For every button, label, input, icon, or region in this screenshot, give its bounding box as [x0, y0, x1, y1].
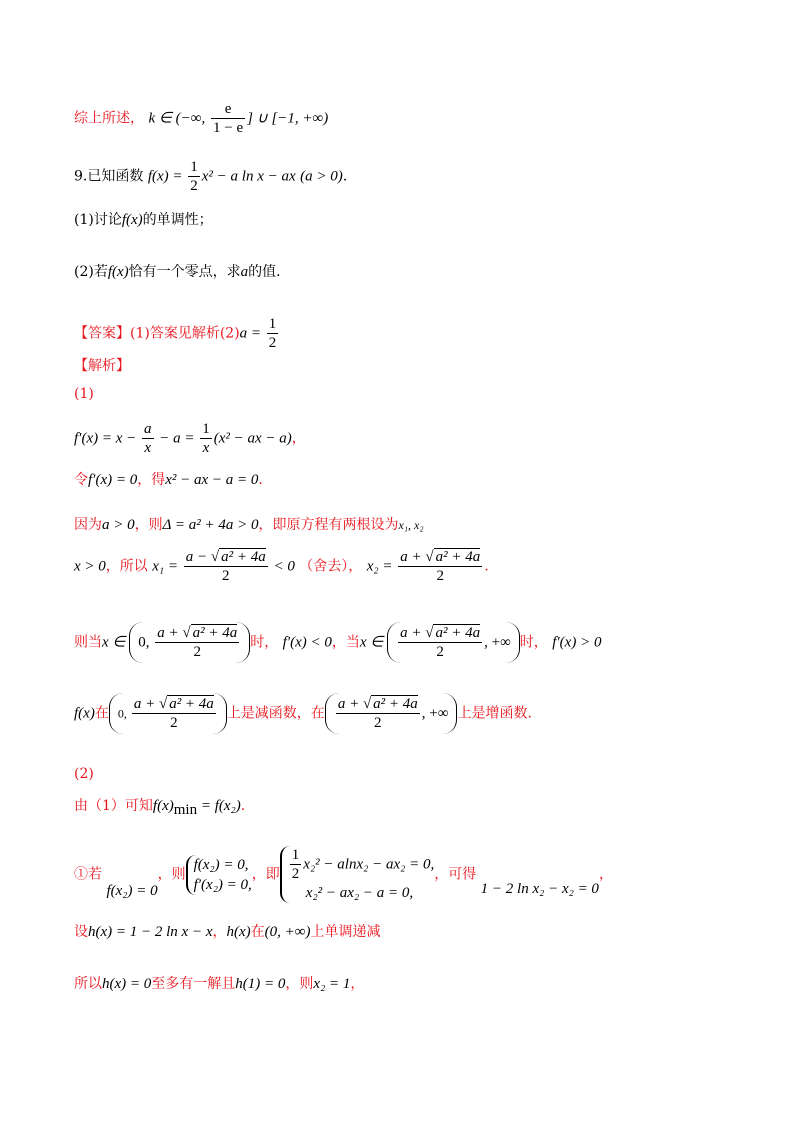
q9-label: 9.已知函数: [74, 168, 144, 185]
system-1: f(x₂) = 0, f′(x₂) = 0,: [186, 855, 252, 895]
analysis-heading: 【解析】: [74, 358, 130, 374]
because-line: 因为a > 0，则Δ = a² + 4a > 0，即原方程有两根设为x₁, x₂: [74, 517, 424, 533]
interval-increasing: $\frac{\text{a + √ a² + 4a}}{2}$ , +∞: [387, 622, 520, 663]
let-line: 令f′(x) = 0，得x² − ax − a = 0.: [74, 472, 263, 488]
question-9-stem: 9.已知函数 f(x) = $\frac{1}{2}$ x² − a ln x − ax (a > 0).: [74, 159, 348, 194]
summary-label: 综上所述，: [74, 110, 144, 127]
from-line: 由（1）可知$f(x)_{min} = f(x_2)$.: [74, 798, 246, 818]
question-9-part-2: (2)若f(x)恰有一个零点，求a的值.: [74, 264, 281, 280]
question-9-part-1: (1)讨论f(x)的单调性；: [74, 212, 213, 228]
q9-fraction: $\frac{1}{2}$: [190, 159, 198, 194]
root-x2-fraction: $\frac{\text{a + √ a² + 4a}}{2}$: [400, 549, 481, 584]
when-line: 则当x ∈ 0, $\frac{\text{a + √ a² + 4a}}{2}$ 时， f′(x) < 0，当x ∈ $\frac{\text{a + √ a² + 4a}}{2}$ , +∞ 时， f′(x) > 0: [74, 622, 740, 663]
roots-line: x > 0，所以 x₁ = $\frac{\text{a − √ a² + 4a}}{2}$ < 0 （舍去）， x₂ = $\frac{\text{a + √ a² + 4a}}{2}$ .: [74, 549, 489, 584]
part-2-heading: (2): [74, 766, 94, 782]
derivative-line: f′(x) = x − $\frac{a}{x}$ − a = $\frac{1}{x}$ (x² − ax − a)，: [74, 421, 306, 456]
set-h-line: 设h(x) = 1 − 2 ln x − x，h(x)在(0, +∞)上单调递减: [74, 924, 381, 940]
root-x1-fraction: $\frac{\text{a − √ a² + 4a}}{2}$: [185, 549, 266, 584]
part-1-heading: (1): [74, 386, 94, 402]
summary-line: [74, 100, 740, 137]
so-line: 所以h(x) = 0至多有一解且h(1) = 0，则x₂ = 1，: [74, 976, 365, 992]
answer-fraction: $\frac{1}{2}$: [268, 316, 277, 351]
summary-math-pre: k ∈ (−∞,: [148, 110, 209, 127]
summary-fraction: $\frac{e}{1 - e}$: [213, 101, 244, 136]
case-line: ①若 f(x₂) = 0，则 f(x₂) = 0, f′(x₂) = 0, ，即 $\frac{1}{2}$ x₂² − alnx₂ − ax₂ = 0, x₂² − ax₂ − a = 0, ，可得 1 − 2 ln x₂ − x₂ = 0，: [74, 847, 613, 901]
system-2: $\frac{1}{2}$ x₂² − alnx₂ − ax₂ = 0, x₂² − ax₂ − a = 0,: [280, 846, 434, 903]
summary-math-post: ] ∪ [−1, +∞): [247, 110, 329, 127]
interval-decreasing: 0, $\frac{\text{a + √ a² + 4a}}{2}$: [129, 622, 250, 663]
monotonicity-line: f(x)在 0, $\frac{\text{a + √ a² + 4a}}{2}$ 上是减函数，在 $\frac{\text{a + √ a² + 4a}}{2}$ , +∞ 上是增函数.: [74, 693, 740, 734]
answer-label: 【答案】: [74, 325, 130, 342]
answer-line: 【答案】(1)答案见解析(2)a = $\frac{1}{2}$: [74, 316, 277, 351]
